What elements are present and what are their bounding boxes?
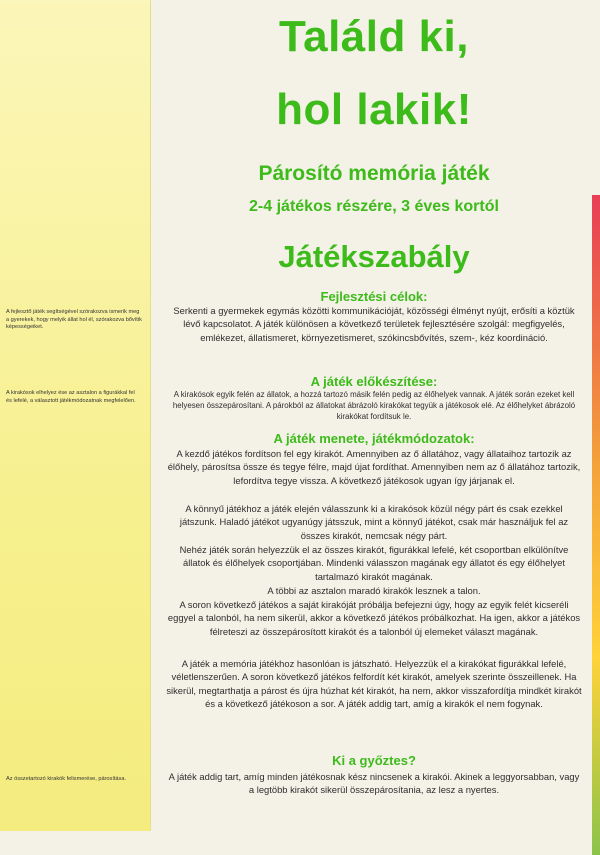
play-paragraph-3: Nehéz játék során helyezzük el az összes kirakót, figurákkal lefelé, két csoportban elkülönítve állatok és élőhelyek csoportjában. Mindenki válasszon magának egy állatot és egy élőhelyet tartalmazó kirakót magának.	[179, 544, 569, 582]
play-paragraph-2: A könnyű játékhoz a játék elején válasszunk ki a kirakósok közül négy párt és csak ezekkel játszunk. Haladó játékot ugyanúgy játsszuk, mint a könnyű játékot, csak már használjuk fel az összes kirakót, nemcsak négy párt.	[179, 503, 569, 541]
play-paragraph-6: A játék a memória játékhoz hasonlóan is játszható. Helyezzük el a kirakókat figurákkal lefelé, véletlenszerűen. A soron következő játékos felfordít két kirakót, amelyek szerinte összeillenek. Ha sikerül, megtarthatja a párost és újra húzhat két kirakót, ha nem, akkor visszafordítja mindkét kirakót és a következő játékoson a sor. A játék addig tart, amíg a kirakók el nem fogynak.	[166, 658, 582, 710]
prep-heading: A játék előkészítése:	[310, 374, 438, 389]
play-paragraph-5: A soron következő játékos a saját kirakóját próbálja befejezni úgy, hogy az egyik felét kicseréli eggyel a talonból, ha nem sikerül, akkor a következő játékos próbálkozhat. Ha igen, akkor a játékos félreteszi az összepárosított kirakót és a talonból új elemeket választ magának.	[167, 599, 581, 637]
winner-heading: Ki a győztes?	[332, 753, 416, 768]
play-heading: A játék menete, játékmódozatok:	[273, 431, 475, 446]
sidebar-panel	[0, 0, 151, 831]
players-subtitle: 2-4 játékos részére, 3 éves kortól	[249, 198, 499, 215]
sidebar-note-matching: Az összetartozó kirakók felismerése, párosítása.	[6, 776, 127, 782]
prep-text: A kirakósok egyik felén az állatok, a hozzá tartozó másik felén pedig az élőhelyek vannak. A játék során ezeket kell helyesen összepárosítani. A párokból az állatokat ábrázoló kirakókat tegyük a játékosok elé. Az élőhelyket ábrázoló kirakókat fordítsuk le.	[172, 390, 576, 422]
game-type-subtitle: Párosító memória játék	[258, 162, 490, 185]
sidebar-note-setup: A kirakósok elhelyez ése az asztalon a figurákkal fel és lefelé, a választott játékmódozatnak megfelelően.	[6, 390, 136, 404]
play-paragraph-4: A többi az asztalon maradó kirakók lesznek a talon.	[267, 585, 481, 596]
title-line-2: hol lakik!	[276, 85, 472, 134]
rules-heading: Játékszabály	[278, 239, 470, 274]
title-line-1: Találd ki,	[278, 12, 470, 61]
winner-text: A játék addig tart, amíg minden játékosnak kész nincsenek a kirakói. Akinek a leggyorsabban, vagy a legtöbb kirakót sikerül összepárosítania, az lesz a nyertes.	[168, 771, 580, 796]
decorative-edge-strip	[592, 195, 600, 855]
goals-text: Serkenti a gyermekek egymás közötti kommunikációját, közösségi élményt nyújt, erősíti a köztük lévő kapcsolatot. A játék különösen a következő területek fejlesztésére szolgál: megfigyelés, emlékezet, állatismeret, környezetismeret, szókincsbővítés, szem-, kéz koordináció.	[173, 305, 575, 343]
play-paragraph-1: A kezdő játékos fordítson fel egy kirakót. Amennyiben az ő állatához, vagy állataihoz tartozik az élőhely, párosítsa össze és tegye félre, majd újat fordíthat. Amennyiben nem az ő állatához tartozik, lefordítva tegye vissza. A következő játékosok ugyan így járjanak el.	[167, 448, 581, 486]
goals-heading: Fejlesztési célok:	[320, 289, 428, 304]
sidebar-note-purpose: A fejlesztő játék segítségével szórakozva ismerik meg a gyerekek, hogy melyik állat hol él, szórakozva bővítik képességeiket.	[6, 309, 142, 331]
rules-content	[160, 0, 588, 831]
